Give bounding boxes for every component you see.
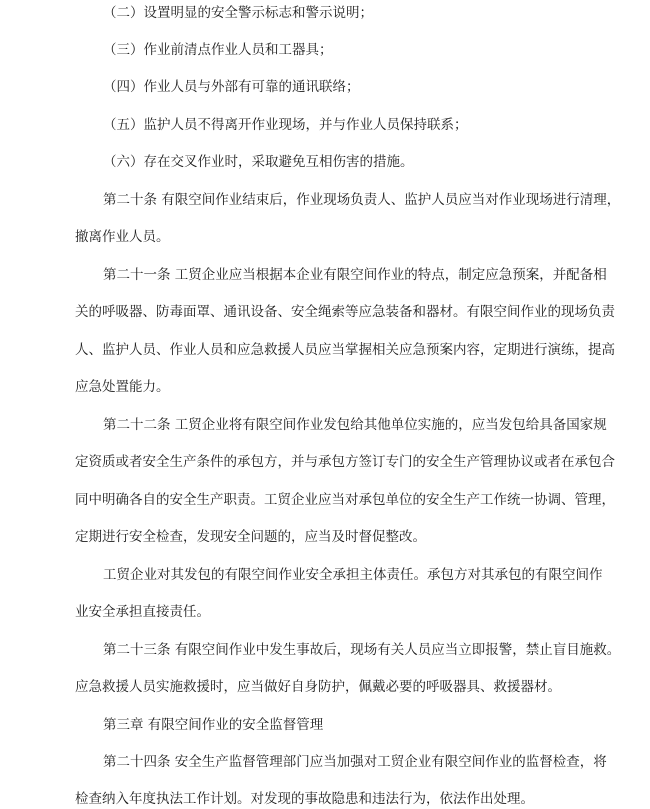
article-23-line-1: 第二十三条 有限空间作业中发生事故后，现场有关人员应当立即报警，禁止盲目施救。 (103, 642, 621, 658)
article-20-line-2: 撤离作业人员。 (75, 229, 170, 245)
article-21-line-3: 人、监护人员、作业人员和应急救援人员应当掌握相关应急预案内容，定期进行演练，提高 (75, 342, 615, 358)
article-22-line-4: 定期进行安全检查，发现安全问题的，应当及时督促整改。 (75, 529, 426, 545)
list-item-3: （三）作业前清点作业人员和工器具； (103, 42, 333, 58)
article-22-para-2-line-1: 工贸企业对其发包的有限空间作业安全承担主体责任。承包方对其承包的有限空间作 (103, 567, 603, 583)
article-22-para-2-line-2: 业安全承担直接责任。 (75, 604, 210, 620)
article-22-line-3: 同中明确各自的安全生产职责。工贸企业应当对承包单位的安全生产工作统一协调、管理， (75, 492, 615, 508)
list-item-5: （五）监护人员不得离开作业现场，并与作业人员保持联系； (103, 117, 468, 133)
list-item-6: （六）存在交叉作业时，采取避免互相伤害的措施。 (103, 154, 414, 170)
article-22-line-2: 定资质或者安全生产条件的承包方，并与承包方签订专门的安全生产管理协议或者在承包合 (75, 454, 615, 470)
article-21-line-1: 第二十一条 工贸企业应当根据本企业有限空间作业的特点，制定应急预案，并配备相 (103, 267, 607, 283)
article-21-line-2: 关的呼吸器、防毒面罩、通讯设备、安全绳索等应急装备和器材。有限空间作业的现场负责 (75, 304, 615, 320)
chapter-3-heading: 第三章 有限空间作业的安全监督管理 (103, 717, 324, 733)
article-20-line-1: 第二十条 有限空间作业结束后，作业现场负责人、监护人员应当对作业现场进行清理， (103, 192, 621, 208)
article-24-line-1: 第二十四条 安全生产监督管理部门应当加强对工贸企业有限空间作业的监督检查，将 (103, 754, 607, 770)
article-22-line-1: 第二十二条 工贸企业将有限空间作业发包给其他单位实施的，应当发包给具备国家规 (103, 417, 607, 433)
article-21-line-4: 应急处置能力。 (75, 379, 170, 395)
list-item-2: （二）设置明显的安全警示标志和警示说明； (103, 5, 373, 21)
list-item-4: （四）作业人员与外部有可靠的通讯联络； (103, 79, 360, 95)
article-23-line-2: 应急救援人员实施救援时，应当做好自身防护，佩戴必要的呼吸器具、救援器材。 (75, 679, 561, 695)
article-24-line-2: 检查纳入年度执法工作计划。对发现的事故隐患和违法行为，依法作出处理。 (75, 791, 534, 807)
